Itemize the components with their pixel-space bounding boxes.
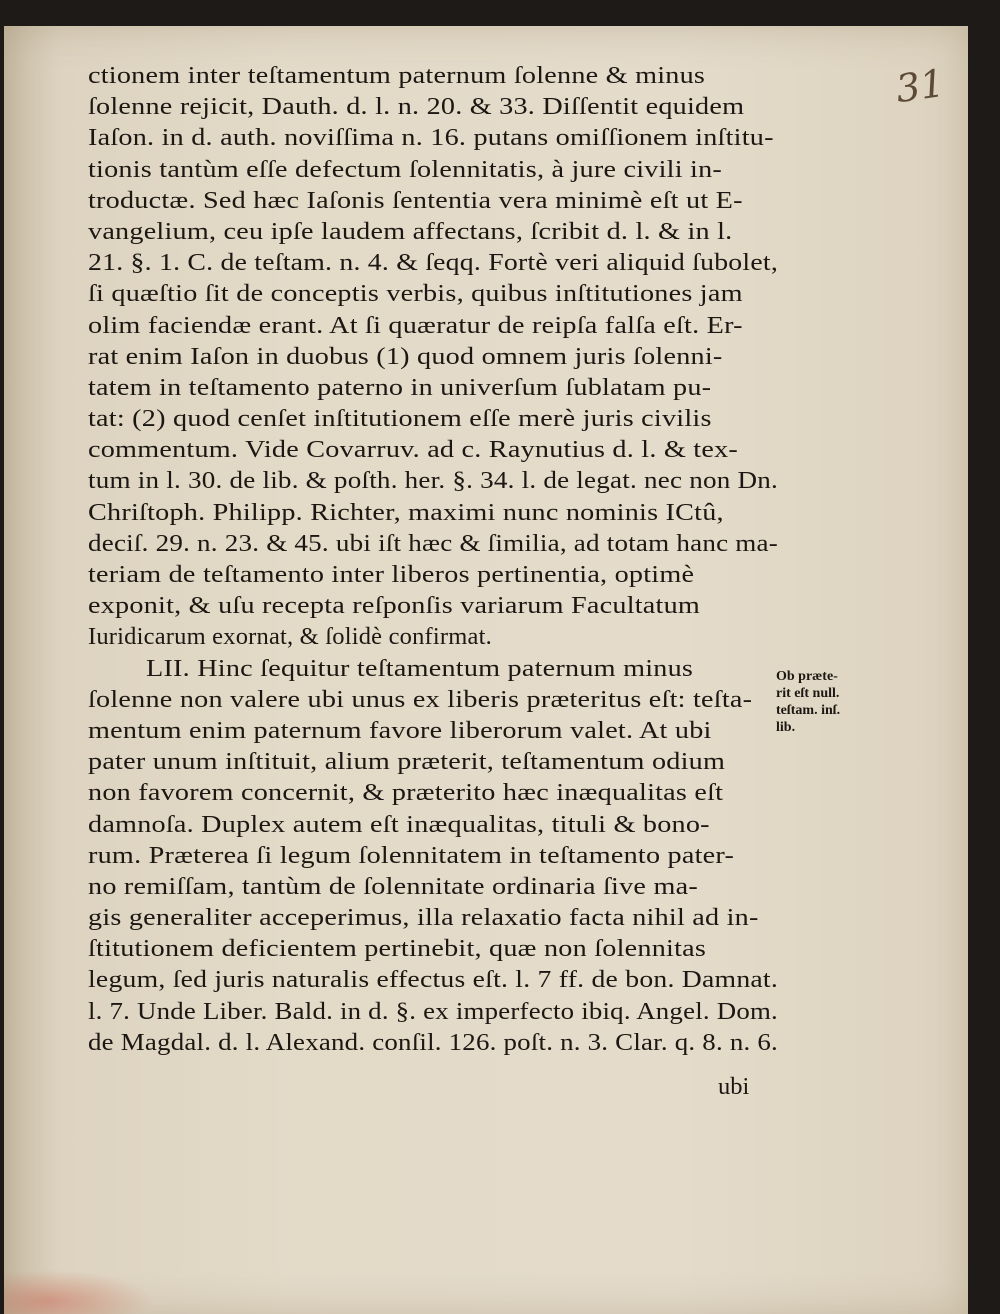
text-line: ſolenne non valere ubi unus ex liberis præteritus eſt: teſta-	[88, 685, 753, 713]
text-line: gis generaliter acceperimus, illa relaxatio facta nihil ad in-	[88, 904, 759, 932]
main-text-block	[88, 60, 778, 1058]
text-line: teriam de teſtamento inter liberos pertinentia, optimè	[88, 561, 695, 588]
text-line: ſi quæſtio ſit de conceptis verbis, quibus inſtitutiones jam	[88, 280, 743, 308]
paragraph-start-line: LII. Hinc ſequitur teſtamentum paternum minus	[146, 654, 694, 682]
text-line: l. 7. Unde Liber. Bald. in d. §. ex imperfecto ibiq. Angel. Dom.	[88, 997, 778, 1025]
text-line: legum, ſed juris naturalis effectus eſt. l. 7 ff. de bon. Damnat.	[88, 966, 778, 994]
marginal-note-line: rit eſt null.	[776, 686, 840, 701]
text-line: rat enim Iaſon in duobus (1) quod omnem juris ſolenni-	[88, 342, 723, 370]
marginal-note-line: Ob præte-	[776, 669, 838, 684]
text-line: ſtitutionem deficientem pertinebit, quæ non ſolennitas	[88, 935, 707, 963]
text-line: 21. §. 1. C. de teſtam. n. 4. & ſeqq. Fortè veri aliquid ſubolet,	[88, 249, 778, 277]
text-line: deciſ. 29. n. 23. & 45. ubi iſt hæc & ſimilia, ad totam hanc ma-	[88, 529, 778, 557]
text-line: non favorem concernit, & præterito hæc inæqualitas eſt	[88, 779, 724, 807]
text-line: commentum. Vide Covarruv. ad c. Raynutius d. l. & tex-	[88, 436, 739, 464]
text-line: mentum enim paternum favore liberorum valet. At ubi	[88, 716, 712, 744]
text-line: tatem in teſtamento paterno in univerſum ſublatam pu-	[88, 373, 712, 401]
text-line: rum. Præterea ſi legum ſolennitatem in teſtamento pater-	[88, 841, 735, 869]
catchword: ubi	[718, 1073, 750, 1100]
marginal-note	[776, 668, 876, 736]
text-line: tum in l. 30. de lib. & poſth. her. §. 34. l. de legat. nec non Dn.	[88, 467, 778, 495]
text-line: tionis tantùm eſſe defectum ſolennitatis, à jure civili in-	[88, 155, 723, 183]
text-line: damnoſa. Duplex autem eſt inæqualitas, tituli & bono-	[88, 810, 710, 838]
text-line: Chriſtoph. Philipp. Richter, maximi nunc nominis ICtû,	[88, 498, 724, 526]
text-line: ctionem inter teſtamentum paternum ſolenne & minus	[88, 62, 706, 89]
text-line: ſolenne rejicit, Dauth. d. l. n. 20. & 33. Diſſentit equidem	[88, 93, 745, 121]
marginal-note-line: lib.	[776, 720, 796, 735]
text-line: tat: (2) quod cenſet inſtitutionem eſſe merè juris civilis	[88, 405, 712, 433]
page-number: 31	[893, 60, 948, 112]
text-line: pater unum inſtituit, alium præterit, teſtamentum odium	[88, 748, 726, 776]
text-line: troductæ. Sed hæc Iaſonis ſententia vera minimè eſt ut E-	[88, 186, 743, 214]
text-line: Iuridicarum exornat, & ſolidè confirmat.	[88, 623, 492, 651]
text-line: olim faciendæ erant. At ſi quæratur de reipſa falſa eſt. Er-	[88, 311, 743, 339]
text-line: Iaſon. in d. auth. noviſſima n. 16. putans omiſſionem inſtitu-	[88, 124, 774, 152]
text-line: vangelium, ceu ipſe laudem affectans, ſcribit d. l. & in l.	[88, 217, 733, 245]
marginal-note-line: teſtam. inſ.	[776, 703, 841, 718]
text-line: exponit, & uſu recepta reſponſis variarum Facultatum	[88, 592, 701, 620]
text-line: no remiſſam, tantùm de ſolennitate ordinaria ſive ma-	[88, 872, 698, 900]
text-line: de Magdal. d. l. Alexand. conſil. 126. poſt. n. 3. Clar. q. 8. n. 6.	[88, 1028, 778, 1056]
page-stain	[4, 1270, 154, 1314]
